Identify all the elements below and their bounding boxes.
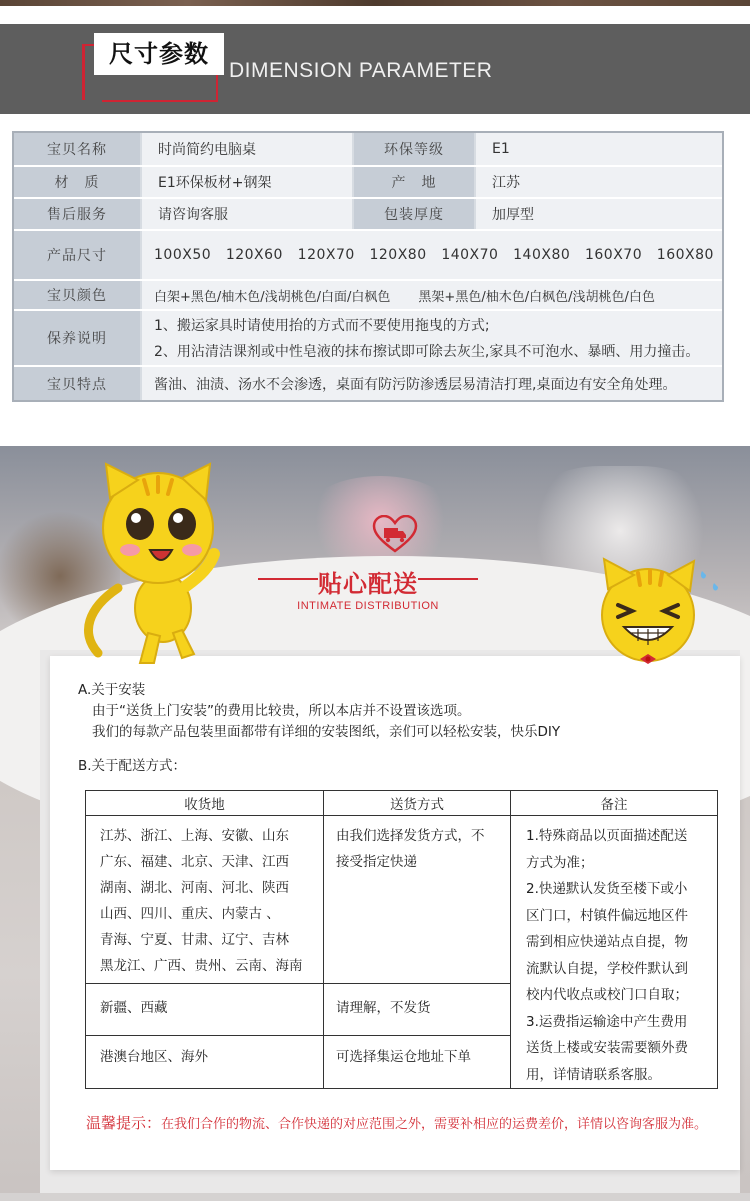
param-label: 宝贝特点 — [14, 367, 140, 400]
param-label: 产 地 — [354, 167, 474, 197]
size-item: 140X70 — [441, 247, 499, 263]
table-cell-note: 1.特殊商品以页面描述配送 方式为准； 2.快递默认发货至楼下或小 区门口，村镇件偏远地区件 需到相应快递站点自提，物 流默认自提，学校件默认到 校内代收点或校门口自取； 3.运费指运输途中产生费用 送货上楼或安装需要额外费 用，详情请联系客服。 — [526, 828, 688, 1083]
warm-tip-label: 温馨提示： — [86, 1114, 162, 1132]
param-value: 酱油、油渍、汤水不会渗透，桌面有防污防渗透层易清洁打理,桌面边有安全角处理。 — [142, 367, 722, 400]
delivery-subtitle: INTIMATE DISTRIBUTION — [297, 600, 439, 612]
care-line: 1、搬运家具时请使用抬的方式而不要使用拖曳的方式; — [154, 318, 490, 334]
banner-title-en: DIMENSION PARAMETER — [229, 59, 493, 82]
delivery-heading — [258, 564, 478, 598]
section-b-title: B.关于配送方式： — [78, 758, 187, 774]
size-item: 160X80 — [656, 247, 714, 263]
param-label: 包装厚度 — [354, 199, 474, 229]
param-value: 时尚简约电脑桌 — [142, 133, 352, 165]
param-label: 售后服务 — [14, 199, 140, 229]
cat-mascot-right — [590, 555, 725, 670]
table-header: 送货方式 — [390, 797, 444, 813]
table-cell-place: 新疆、西藏 — [100, 1000, 168, 1016]
param-value: 江苏 — [476, 167, 722, 197]
param-row-feature — [14, 367, 722, 400]
warm-tip — [86, 1112, 712, 1136]
table-cell-method: 可选择集运仓地址下单 — [336, 1049, 471, 1065]
table-header: 收货地 — [184, 797, 225, 813]
param-label: 保养说明 — [14, 311, 140, 365]
size-item: 140X80 — [513, 247, 571, 263]
param-label: 宝贝名称 — [14, 133, 140, 165]
param-row-color — [14, 281, 722, 311]
param-value: 请咨询客服 — [142, 199, 352, 229]
table-cell-method: 请理解，不发货 — [336, 1000, 431, 1016]
parameter-table — [12, 131, 724, 402]
cat-mascot-left — [78, 458, 238, 668]
param-row-material — [14, 167, 722, 199]
size-item: 120X80 — [369, 247, 427, 263]
param-row-care — [14, 311, 722, 367]
size-list — [154, 247, 714, 263]
warm-tip-text: 在我们合作的物流、合作快递的对应范围之外，需要补相应的运费差价，详情以咨询客服为准。 — [161, 1117, 708, 1132]
param-value: 加厚型 — [476, 199, 722, 229]
param-value: E1环保板材+钢架 — [142, 167, 352, 197]
param-value — [142, 281, 722, 309]
param-row-size — [14, 231, 722, 281]
param-value: E1 — [476, 133, 722, 165]
table-cell-method: 由我们选择发货方式，不 接受指定快递 — [336, 828, 485, 870]
param-label: 宝贝颜色 — [14, 281, 140, 309]
heart-truck-icon — [372, 515, 418, 553]
install-info — [78, 680, 560, 743]
param-label: 材 质 — [14, 167, 140, 197]
care-line: 2、用沾清洁课剂或中性皂液的抹布擦试即可除去灰尘,家具不可泡水、暴晒、用力撞击。 — [154, 344, 700, 360]
param-row-service — [14, 199, 722, 231]
table-cell-place: 港澳台地区、海外 — [100, 1049, 208, 1065]
banner-title-cn: 尺寸参数 — [94, 33, 224, 75]
size-item: 160X70 — [584, 247, 643, 263]
top-wood-strip — [0, 0, 750, 6]
delivery-table — [85, 790, 718, 1089]
table-cell-place: 江苏、浙江、上海、安徽、山东 广东、福建、北京、天津、江西 湖南、湖北、河南、河北、陕西 山西、四川、重庆、内蒙古 、 青海、宁夏、甘肃、辽宁、吉林 黑龙江、广西、贵州、云南、海南 — [100, 828, 303, 974]
section-a-line: 由于“送货上门安装”的费用比较贵，所以本店并不设置该选项。 — [92, 703, 471, 719]
color-option-white-frame: 白架+黑色/柚木色/浅胡桃色/白面/白枫色 — [154, 289, 391, 305]
bottom-border — [0, 1193, 750, 1201]
size-item: 120X60 — [225, 247, 283, 263]
param-label: 产品尺寸 — [14, 231, 140, 279]
param-value — [142, 231, 722, 279]
param-row-name — [14, 133, 722, 167]
size-item: 100X50 — [154, 247, 212, 263]
section-a-line: 我们的每款产品包装里面都带有详细的安装图纸，亲们可以轻松安装，快乐DIY — [92, 724, 561, 740]
size-item: 120X70 — [297, 247, 355, 263]
param-value — [142, 311, 722, 365]
table-header: 备注 — [600, 797, 628, 813]
section-a-title: A.关于安装 — [78, 682, 146, 698]
color-option-black-frame: 黑架+黑色/柚木色/白枫色/浅胡桃色/白色 — [418, 289, 655, 305]
param-label: 环保等级 — [354, 133, 474, 165]
delivery-title: 贴心配送 — [318, 570, 418, 598]
